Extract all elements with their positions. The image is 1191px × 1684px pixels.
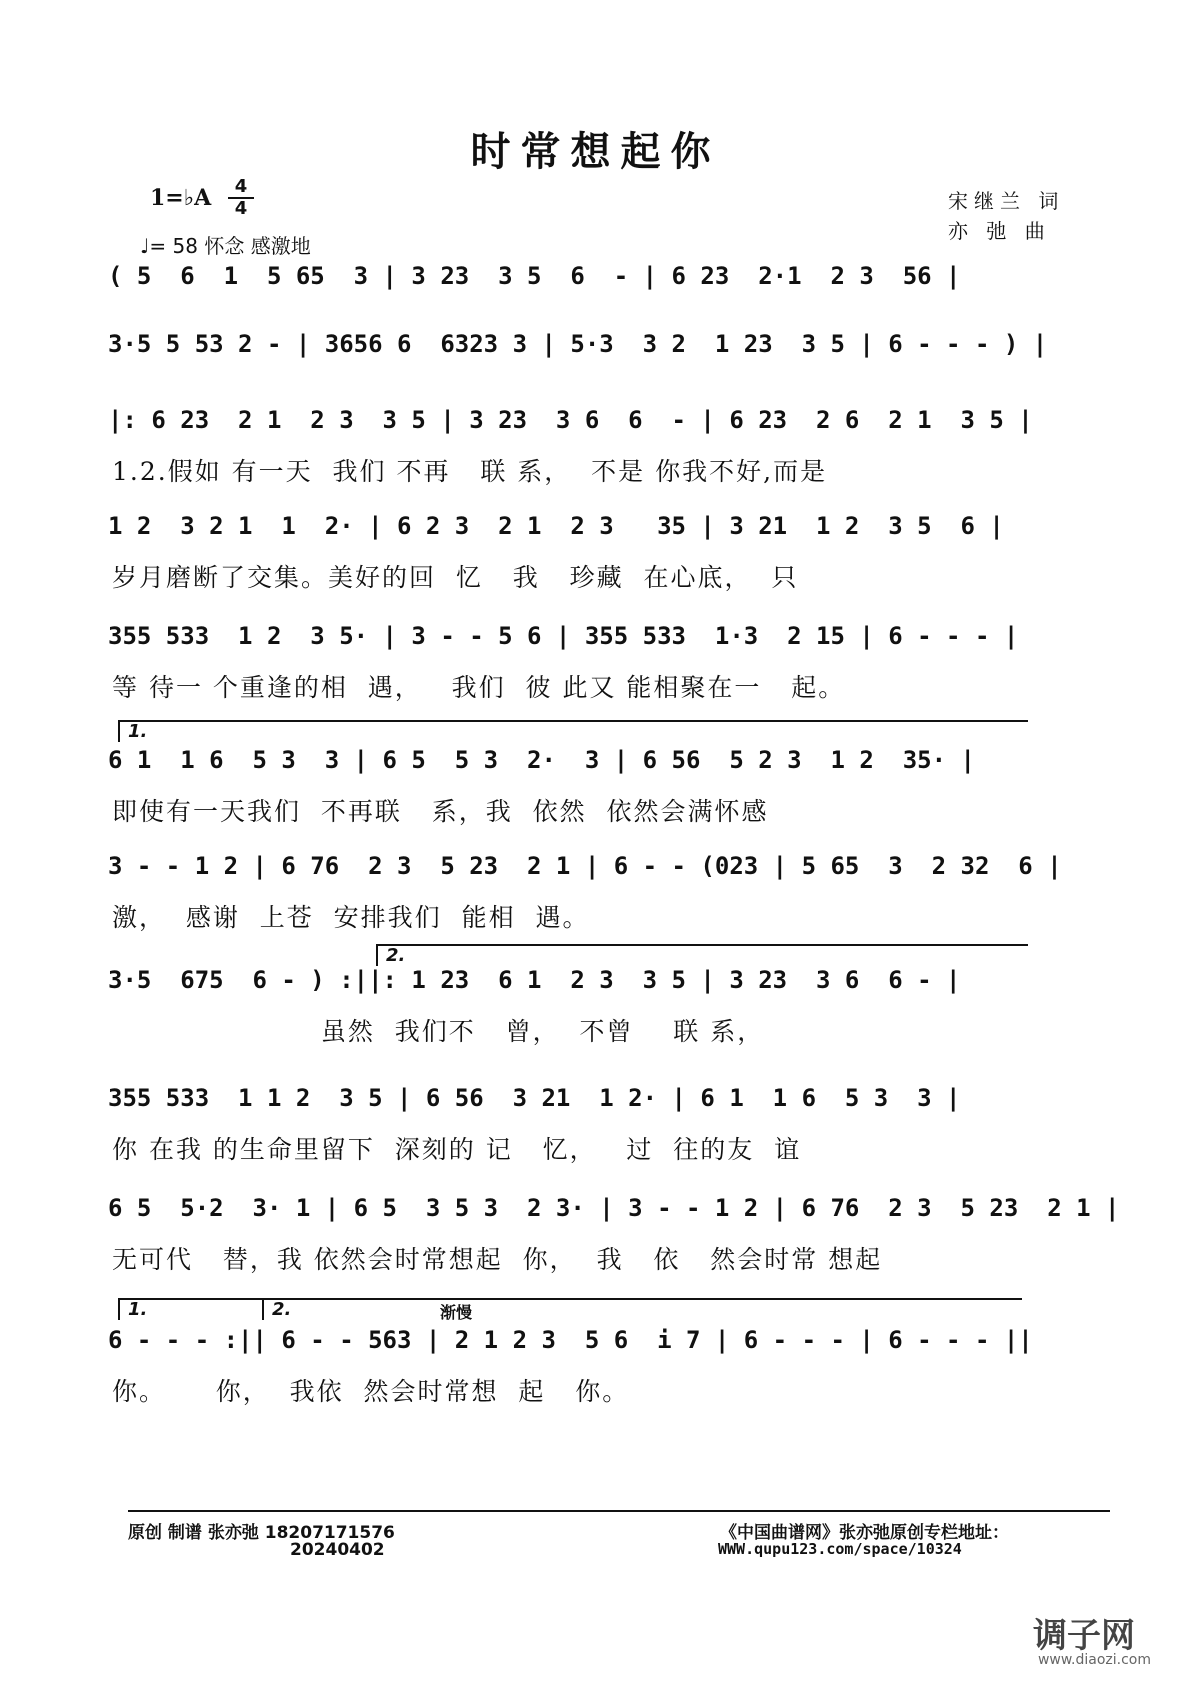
notation-line: 355 533 1 2 3 5· | 3 - - 5 6 | 355 533 1·3 2 15 | 6 - - - | xyxy=(108,622,1019,650)
score-system-9 xyxy=(0,1068,1191,1164)
composer-credit: 亦 弛 曲 xyxy=(948,219,1051,243)
score-system-10 xyxy=(0,1178,1191,1274)
lyrics-line: 岁月磨断了交集。美好的回 忆 我 珍藏 在心底， 只 xyxy=(112,563,799,592)
lyrics-line: 等 待一 个重逢的相 遇， 我们 彼 此又 能相聚在一 起。 xyxy=(112,673,846,702)
score-system-7 xyxy=(0,836,1191,932)
score-system-4 xyxy=(0,496,1191,592)
transcription-date: 20240402 xyxy=(290,1540,385,1560)
score-system-6 xyxy=(0,730,1191,826)
ritardando-mark: 渐慢 xyxy=(440,1303,473,1322)
footer-divider xyxy=(128,1510,1110,1512)
lyrics-line: 即使有一天我们 不再联 系，我 依然 依然会满怀感 xyxy=(112,797,769,826)
notation-line: 355 533 1 1 2 3 5 | 6 56 3 21 1 2· | 6 1 1 6 5 3 3 | xyxy=(108,1084,961,1112)
score-system-2 xyxy=(0,314,1191,374)
key-signature: 1=♭A xyxy=(150,185,212,211)
notation-line: 3·5 5 53 2 - | 3656 6 6323 3 | 5·3 3 2 1 23 3 5 | 6 - - - ) | xyxy=(108,330,1048,358)
score-system-5 xyxy=(0,606,1191,702)
time-signature xyxy=(228,178,254,218)
time-signature-bottom: 4 xyxy=(234,198,248,219)
lyricist-credit: 宋继兰 词 xyxy=(948,189,1065,213)
score-system-8 xyxy=(0,950,1191,1046)
final-first-ending-bracket: 1. xyxy=(118,1298,262,1320)
tempo-marking: ♩= 58 怀念 感激地 xyxy=(140,234,311,258)
score-system-3 xyxy=(0,390,1191,486)
time-signature-top: 4 xyxy=(234,176,248,197)
lyrics-line: 无可代 替，我 依然会时常想起 你， 我 依 然会时常 想起 xyxy=(112,1245,883,1274)
notation-line: 3·5 675 6 - ) :||: 1 23 6 1 2 3 3 5 | 3 23 3 6 6 - | xyxy=(108,966,961,994)
watermark-url: www.diaozi.com xyxy=(1037,1652,1151,1668)
notation-line: 3 - - 1 2 | 6 76 2 3 5 23 2 1 | 6 - - (023 | 5 65 3 2 32 6 | xyxy=(108,852,1062,880)
second-ending-bracket: 2. xyxy=(376,944,1028,966)
lyrics-line: 你 在我 的生命里留下 深刻的 记 忆， 过 往的友 谊 xyxy=(112,1135,802,1164)
notation-line: 6 - - - :|| 6 - - 563 | 2 1 2 3 5 6 i 7 | 6 - - - | 6 - - - || xyxy=(108,1326,1033,1354)
site-url[interactable]: WWW.qupu123.com/space/10324 xyxy=(718,1540,962,1558)
notation-line: |: 6 23 2 1 2 3 3 5 | 3 23 3 6 6 - | 6 23 2 6 2 1 3 5 | xyxy=(108,406,1033,434)
final-second-ending-bracket: 2. xyxy=(262,1298,1022,1320)
notation-line: ( 5 6 1 5 65 3 | 3 23 3 5 6 - | 6 23 2·1 2 3 56 | xyxy=(108,262,961,290)
notation-line: 6 1 1 6 5 3 3 | 6 5 5 3 2· 3 | 6 56 5 2 3 1 2 35· | xyxy=(108,746,975,774)
watermark-logo: 调子网 xyxy=(1033,1616,1135,1656)
lyrics-line: 激， 感谢 上苍 安排我们 能相 遇。 xyxy=(112,903,590,932)
lyrics-line: 你。 你， 我依 然会时常想 起 你。 xyxy=(112,1377,630,1406)
notation-line: 1 2 3 2 1 1 2· | 6 2 3 2 1 2 3 35 | 3 21 1 2 3 5 6 | xyxy=(108,512,1004,540)
song-title: 时常想起你 xyxy=(470,128,721,175)
lyrics-line: 1.2.假如 有一天 我们 不再 联 系， 不是 你我不好,而是 xyxy=(112,457,828,486)
score-system-11 xyxy=(0,1310,1191,1406)
author-credit: 原创 制谱 张亦弛 18207171576 xyxy=(128,1523,395,1543)
notation-line: 6 5 5·2 3· 1 | 6 5 3 5 3 2 3· | 3 - - 1 2 | 6 76 2 3 5 23 2 1 | xyxy=(108,1194,1120,1222)
score-system-1 xyxy=(0,246,1191,306)
lyrics-line: 虽然 我们不 曾， 不曾 联 系， xyxy=(112,1017,765,1046)
site-label: 《中国曲谱网》张亦弛原创专栏地址： xyxy=(720,1523,1009,1543)
first-ending-bracket: 1. xyxy=(118,720,1028,742)
